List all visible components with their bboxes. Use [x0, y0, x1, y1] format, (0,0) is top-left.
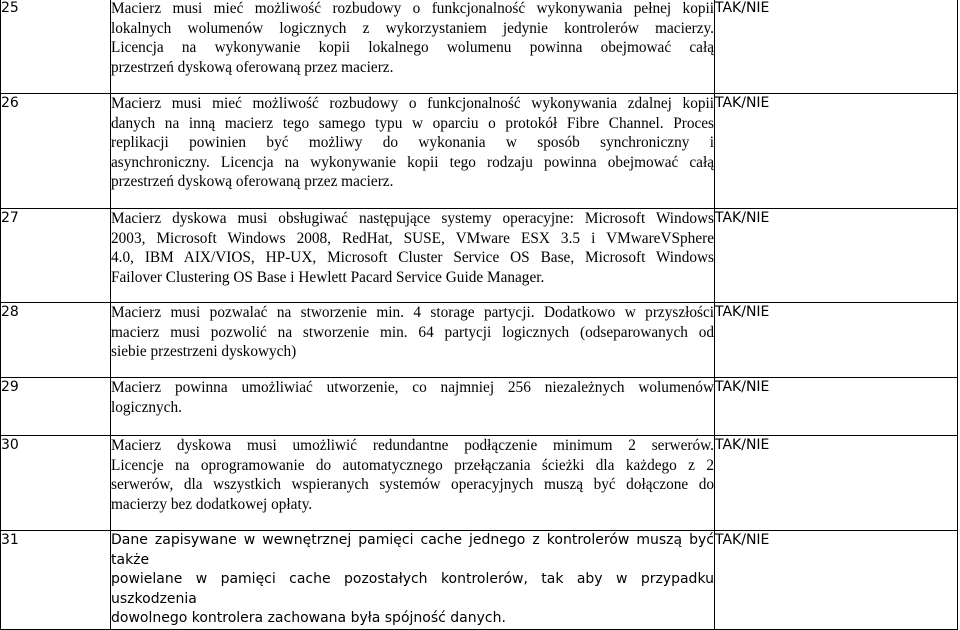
requirement-text	[111, 0, 715, 94]
text-line: Macierz dyskowa musi obsługiwać następujące systemy operacyjne: Microsoft Windows	[111, 210, 714, 227]
text-line: Failover Clustering OS Base i Hewlett Pacard Service Guide Manager.	[111, 268, 545, 286]
text-line: Licencja na wykonywanie kopii lokalnego wolumenu powinna obejmować całą	[111, 39, 714, 56]
text-line: Macierz dyskowa musi umożliwić redundantne podłączenie minimum 2 serwerów.	[111, 437, 714, 454]
row-number: 28	[1, 303, 111, 378]
row-number: 26	[1, 94, 111, 209]
row-number: 31	[1, 531, 111, 630]
text-line: Macierz musi mieć możliwość rozbudowy o funkcjonalność wykonywania zdalnej kopii	[111, 95, 714, 112]
text-line: 4.0, IBM AIX/VIOS, HP-UX, Microsoft Cluster Service OS Base, Microsoft Windows	[111, 249, 714, 266]
text-line: powielane w pamięci cache pozostałych kontrolerów, tak aby w przypadku uszkodzenia	[111, 571, 714, 607]
text-line: serwerów, dla wszystkich wspieranych systemów operacyjnych muszą być dołączone do	[111, 476, 714, 493]
table-row	[1, 436, 958, 531]
text-line: przestrzeń dyskową oferowaną przez macierz.	[111, 173, 394, 190]
text-line: Licencje na oprogramowanie do automatycznego przełączania ścieżki dla każdego z 2	[111, 456, 714, 474]
answer-cell: TAK/NIE	[715, 0, 958, 94]
text-line: dowolnego kontrolera zachowana była spójność danych.	[111, 610, 506, 626]
requirement-text	[111, 303, 715, 378]
text-line: replikacji powinien być możliwy do wykonania w sposób synchroniczny i	[111, 134, 714, 151]
text-line: Macierz musi pozwalać na stworzenie min. 4 storage partycji. Dodatkowo w przyszłości	[111, 304, 714, 321]
table-row	[1, 94, 958, 209]
text-line: logicznych.	[111, 398, 182, 416]
table-row	[1, 303, 958, 378]
table-row	[1, 0, 958, 94]
text-line: macierz musi pozwolić na stworzenie min. 64 partycji logicznych (odseparowanych od	[111, 323, 714, 341]
text-line: Macierz powinna umożliwiać utworzenie, co najmniej 256 niezależnych wolumenów	[111, 379, 714, 396]
text-line: Macierz musi mieć możliwość rozbudowy o funkcjonalność wykonywania pełnej kopii	[111, 0, 714, 17]
row-number: 27	[1, 209, 111, 303]
row-number: 29	[1, 378, 111, 436]
text-line: lokalnych wolumenów logicznych z wykorzystaniem jedynie kontrolerów macierzy.	[111, 19, 714, 37]
answer-cell: TAK/NIE	[715, 303, 958, 378]
requirement-text	[111, 209, 715, 303]
requirement-text	[111, 94, 715, 209]
requirement-text	[111, 436, 715, 531]
row-number: 25	[1, 0, 111, 94]
text-line: 2003, Microsoft Windows 2008, RedHat, SUSE, VMware ESX 3.5 i VMwareVSphere	[111, 229, 714, 247]
table-row	[1, 209, 958, 303]
text-line: danych na inną macierz tego samego typu w oparciu o protokół Fibre Channel. Proces	[111, 114, 714, 132]
row-number: 30	[1, 436, 111, 531]
requirement-text	[111, 531, 715, 630]
text-line: asynchroniczny. Licencja na wykonywanie kopii tego rodzaju powinna obejmować całą	[111, 153, 714, 171]
table-row	[1, 531, 958, 630]
answer-cell: TAK/NIE	[715, 378, 958, 436]
table-row	[1, 378, 958, 436]
text-line: siebie przestrzeni dyskowych)	[111, 343, 297, 360]
answer-cell: TAK/NIE	[715, 436, 958, 531]
answer-cell: TAK/NIE	[715, 209, 958, 303]
answer-cell: TAK/NIE	[715, 94, 958, 209]
text-line: Dane zapisywane w wewnętrznej pamięci cache jednego z kontrolerów muszą być także	[111, 532, 714, 568]
requirement-text	[111, 378, 715, 436]
text-line: macierzy bez dodatkowej opłaty.	[111, 495, 313, 513]
text-line: przestrzeń dyskową oferowaną przez macierz.	[111, 58, 394, 76]
answer-cell: TAK/NIE	[715, 531, 958, 630]
